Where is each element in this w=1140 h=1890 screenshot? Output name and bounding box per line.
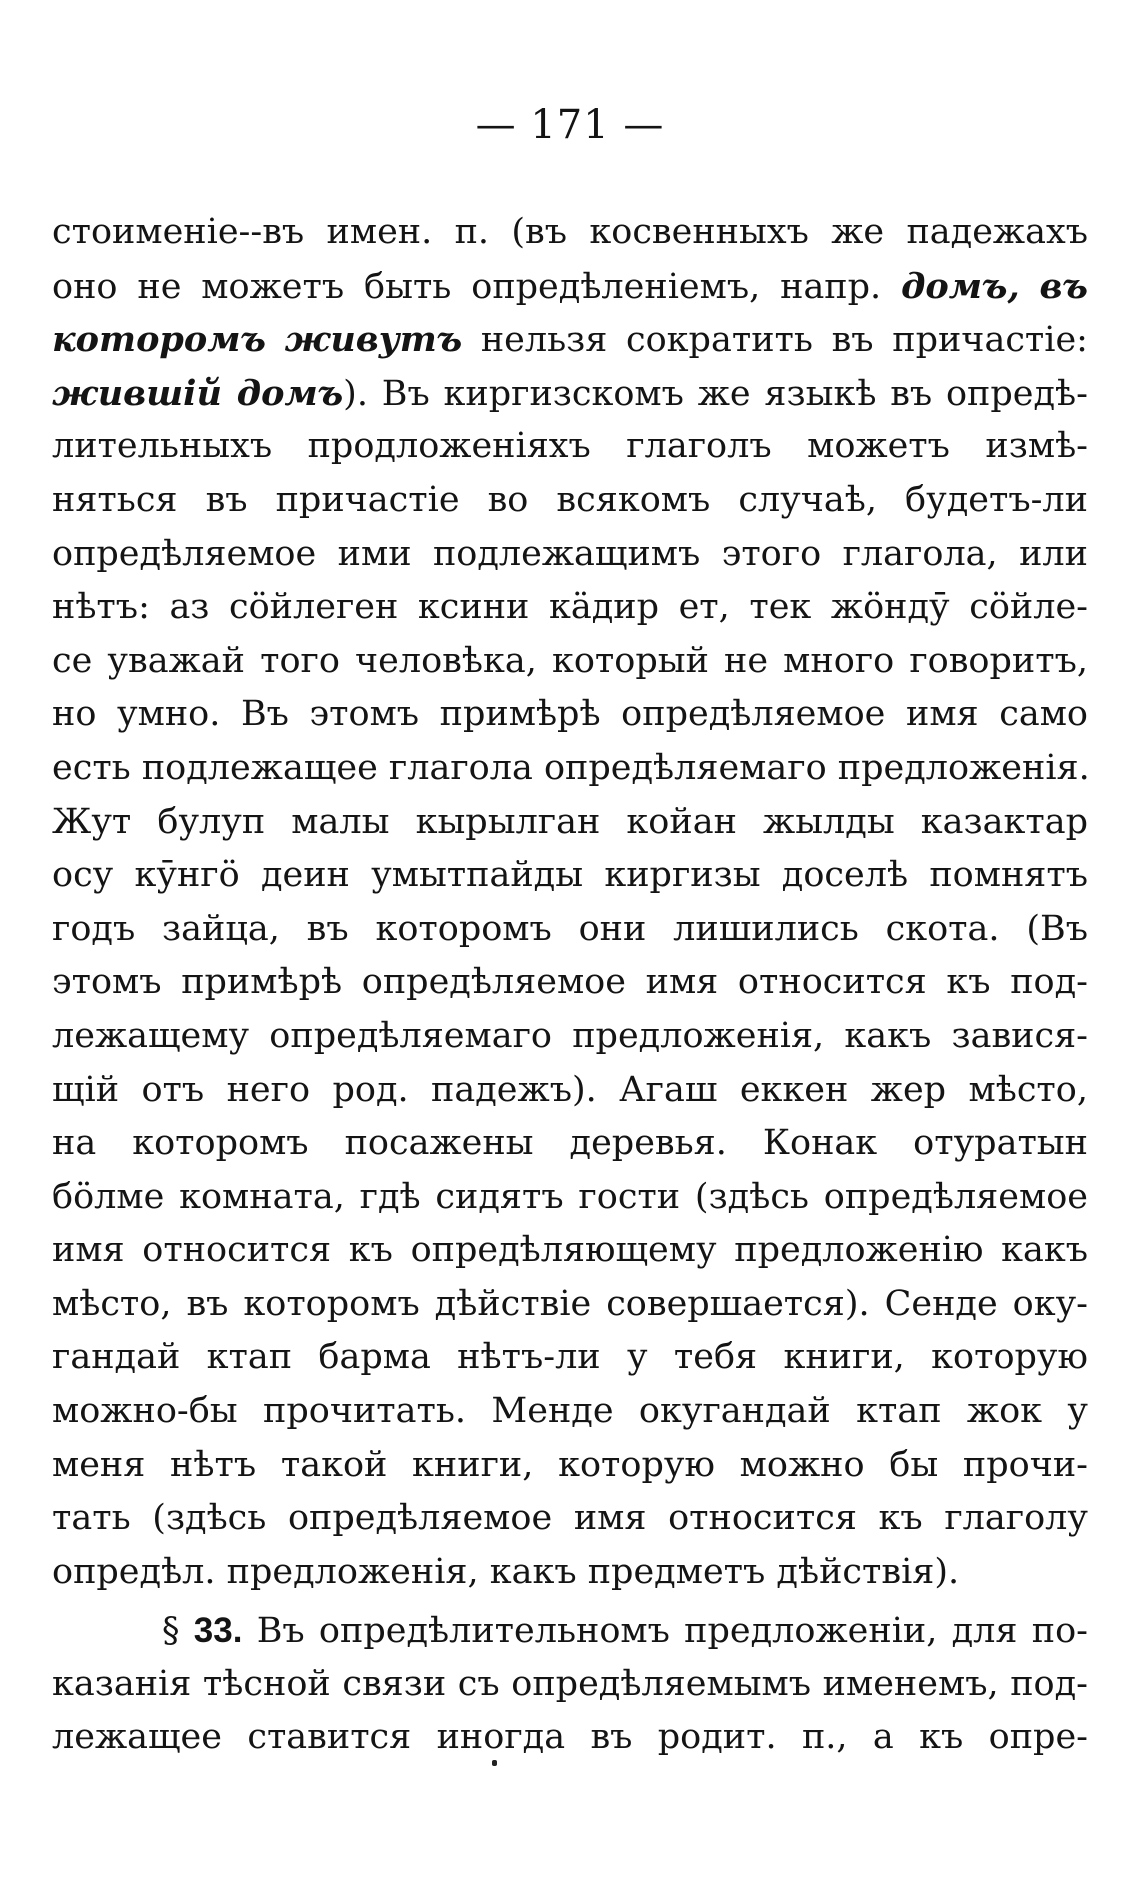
italic-example: жившій домъ: [52, 372, 344, 414]
text-line: лежащее ставится иногда въ родит. п., а къ опре-: [52, 1717, 1088, 1758]
print-speck: [492, 1760, 497, 1766]
text-line: но умно. Въ этомъ примѣрѣ опредѣляемое имя само: [52, 694, 1088, 735]
text-line: которомъ живутъ нельзя сократить въ причастіе:: [52, 319, 1088, 361]
section-first-line: [52, 1604, 1088, 1658]
text-line: казанія тѣсной связи съ опредѣляемымъ именемъ, под-: [52, 1663, 1088, 1704]
text-line: опредѣляемое ими подлежащимъ этого глагола, или: [52, 533, 1088, 574]
text-line: се уважай того человѣка, который не много говоритъ,: [52, 640, 1088, 681]
italic-example: домъ,: [901, 265, 1020, 307]
text-line: есть подлежащее глагола опредѣляемаго предложенія.: [52, 747, 1090, 788]
text-line: жившій домъ). Въ киргизскомъ же языкѣ въ опредѣ-: [52, 372, 1088, 414]
text-line: лежащему опредѣляемаго предложенія, какъ завися-: [52, 1015, 1088, 1056]
text-line: на которомъ посажены деревья. Конак отуратын: [52, 1123, 1088, 1164]
text-line: имя относится къ опредѣляющему предложенію какъ: [52, 1230, 1088, 1271]
text-line: оно не можетъ быть опредѣленіемъ, напр. домъ, въ: [52, 265, 1088, 307]
text-line: няться въ причастіе во всякомъ случаѣ, будетъ-ли: [52, 479, 1088, 520]
text-line: бöлме комната, гдѣ сидятъ гости (здѣсь опредѣляемое: [52, 1176, 1088, 1217]
section-line-text: Въ опредѣлительномъ предложеніи, для по-: [256, 1611, 1088, 1651]
text-line: Жут булуп малы кырылган койан жылды казактар: [52, 801, 1088, 842]
text-line: лительныхъ продложеніяхъ глаголъ можетъ измѣ-: [52, 426, 1088, 467]
section-number: 33.: [193, 1611, 243, 1650]
text-line: нѣтъ: аз сöйлеген ксини кäдир ет, тек жöндӯ сöйле-: [52, 587, 1088, 628]
text-line: тать (здѣсь опредѣляемое имя относится къ глаголу: [52, 1498, 1088, 1539]
text-line: можно-бы прочитать. Менде окугандай ктап жок у: [52, 1391, 1088, 1432]
text-line: мѣсто, въ которомъ дѣйствіе совершается). Сенде оку-: [52, 1283, 1088, 1324]
text-line: этомъ примѣрѣ опредѣляемое имя относится къ под-: [52, 962, 1088, 1003]
text-line: гандай ктап барма нѣтъ-ли у тебя книги, которую: [52, 1337, 1088, 1378]
text-line: меня нѣтъ такой книги, которую можно бы прочи-: [52, 1444, 1088, 1485]
page-number: — 171 —: [475, 102, 665, 148]
section-symbol: §: [162, 1611, 180, 1651]
italic-example: которомъ: [52, 319, 266, 361]
text-line: осу кӯнгö деин умытпайды киргизы доселѣ помнятъ: [52, 855, 1088, 896]
section-33: [52, 1604, 1088, 1765]
main-paragraph: [52, 206, 1088, 1599]
text-line: стоименіе--въ имен. п. (въ косвенныхъ же падежахъ: [52, 212, 1088, 252]
italic-example: живутъ: [284, 319, 463, 361]
text-line: щій отъ него род. падежъ). Агаш еккен жер мѣсто,: [52, 1069, 1088, 1110]
text-line: годъ зайца, въ которомъ они лишились скота. (Въ: [52, 908, 1088, 949]
italic-example: въ: [1039, 265, 1088, 307]
text-line: опредѣл. предложенія, какъ предметъ дѣйствія).: [52, 1551, 960, 1592]
